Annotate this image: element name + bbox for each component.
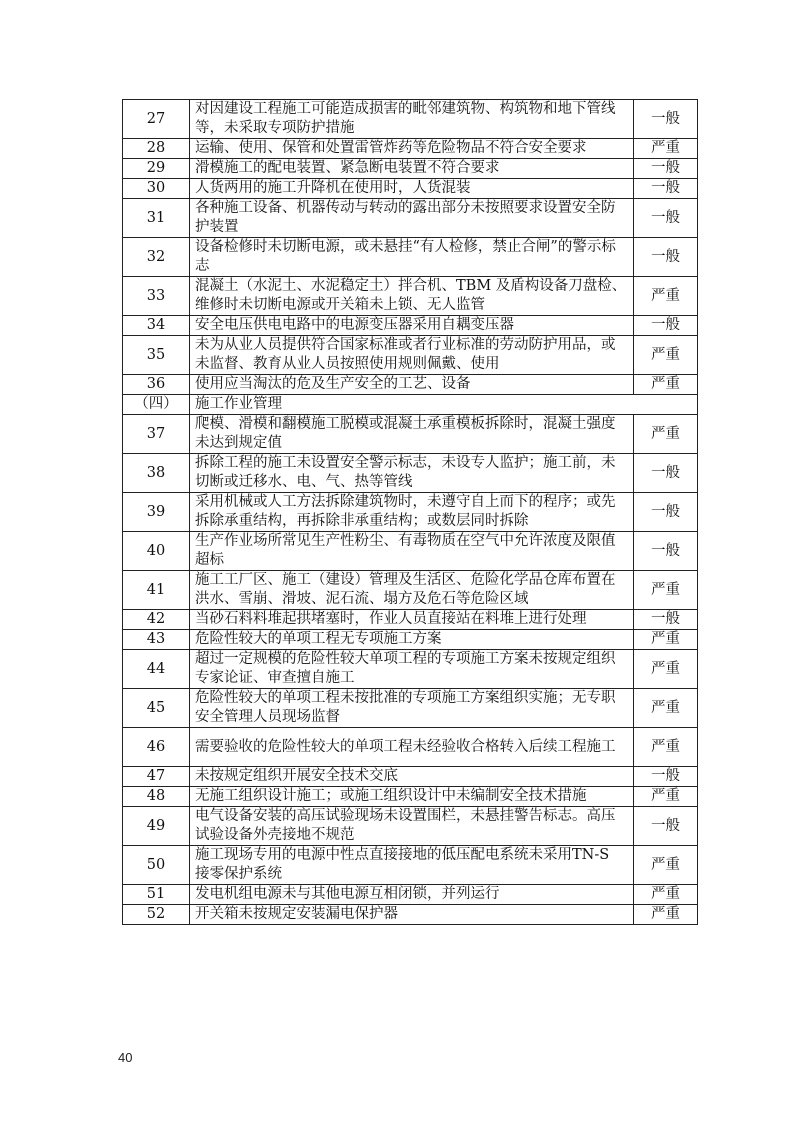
row-description: 施工现场专用的电源中性点直接接地的低压配电系统未采用TN-S 接零保护系统 [190, 846, 634, 885]
rows-before-section [123, 100, 698, 395]
row-description: 设备检修时未切断电源，或未悬挂“有人检修，禁止合闸”的警示标志 [190, 238, 634, 277]
row-description: 未按规定组织开展安全技术交底 [190, 767, 634, 787]
table-row [123, 630, 698, 650]
row-description: 危险性较大的单项工程未按批准的专项施工方案组织实施；无专职安全管理人员现场监督 [190, 689, 634, 728]
severity-level: 严重 [634, 885, 698, 905]
table-row [123, 650, 698, 689]
row-number: 44 [123, 650, 190, 689]
row-description: 各种施工设备、机器传动与转动的露出部分未按照要求设置安全防护装置 [190, 199, 634, 238]
severity-level: 严重 [634, 277, 698, 316]
row-description: 拆除工程的施工未设置安全警示标志，未设专人监护；施工前，未切断或迁移水、电、气、热等管线 [190, 454, 634, 493]
row-number: 48 [123, 787, 190, 807]
row-number: 45 [123, 689, 190, 728]
row-number: 42 [123, 610, 190, 630]
severity-level: 一般 [634, 179, 698, 199]
row-number: 41 [123, 571, 190, 610]
severity-level: 一般 [634, 610, 698, 630]
severity-level: 严重 [634, 139, 698, 159]
row-description: 生产作业场所常见生产性粉尘、有毒物质在空气中允许浓度及限值超标 [190, 532, 634, 571]
table-row [123, 238, 698, 277]
table-row [123, 375, 698, 395]
table-row [123, 316, 698, 336]
row-description: 爬模、滑模和翻模施工脱模或混凝土承重模板拆除时，混凝土强度未达到规定值 [190, 415, 634, 454]
row-number: 29 [123, 159, 190, 179]
row-description: 滑模施工的配电装置、紧急断电装置不符合要求 [190, 159, 634, 179]
severity-level: 一般 [634, 316, 698, 336]
row-number: 33 [123, 277, 190, 316]
severity-level: 一般 [634, 199, 698, 238]
table-row [123, 905, 698, 925]
table-row [123, 415, 698, 454]
table-row [123, 610, 698, 630]
table-row [123, 728, 698, 767]
severity-level: 一般 [634, 532, 698, 571]
row-number: 35 [123, 336, 190, 375]
row-number: 39 [123, 493, 190, 532]
severity-level: 一般 [634, 238, 698, 277]
row-number: 32 [123, 238, 190, 277]
table-row [123, 139, 698, 159]
row-number: 27 [123, 100, 190, 139]
table-row [123, 571, 698, 610]
table-row [123, 807, 698, 846]
table-row [123, 689, 698, 728]
table-row [123, 493, 698, 532]
page-number: 40 [118, 1050, 133, 1065]
severity-level: 一般 [634, 159, 698, 179]
table-row [123, 199, 698, 238]
row-description: 运输、使用、保管和处置雷管炸药等危险物品不符合安全要求 [190, 139, 634, 159]
table-row [123, 846, 698, 885]
severity-level: 一般 [634, 454, 698, 493]
table-row [123, 336, 698, 375]
severity-level: 严重 [634, 846, 698, 885]
row-description: 混凝土（水泥土、水泥稳定土）拌合机、TBM 及盾构设备刀盘检、维修时未切断电源或开关箱未上锁、无人监管 [190, 277, 634, 316]
row-description: 施工工厂区、施工（建设）管理及生活区、危险化学品仓库布置在洪水、雪崩、滑坡、泥石流、塌方及危石等危险区域 [190, 571, 634, 610]
row-number: 40 [123, 532, 190, 571]
section-label: （四） [123, 395, 190, 415]
row-number: 43 [123, 630, 190, 650]
severity-level: 严重 [634, 375, 698, 395]
severity-level: 一般 [634, 807, 698, 846]
severity-level: 严重 [634, 650, 698, 689]
row-description: 当砂石料料堆起拱堵塞时，作业人员直接站在料堆上进行处理 [190, 610, 634, 630]
row-description: 采用机械或人工方法拆除建筑物时，未遵守自上而下的程序；或先拆除承重结构，再拆除非承重结构；或数层同时拆除 [190, 493, 634, 532]
table-row [123, 454, 698, 493]
severity-level: 一般 [634, 493, 698, 532]
row-description: 发电机组电源未与其他电源互相闭锁，并列运行 [190, 885, 634, 905]
row-description: 安全电压供电电路中的电源变压器采用自耦变压器 [190, 316, 634, 336]
row-description: 危险性较大的单项工程无专项施工方案 [190, 630, 634, 650]
row-number: 37 [123, 415, 190, 454]
row-number: 36 [123, 375, 190, 395]
severity-level: 严重 [634, 571, 698, 610]
row-number: 51 [123, 885, 190, 905]
severity-level: 严重 [634, 630, 698, 650]
row-description: 电气设备安装的高压试验现场未设置围栏，未悬挂警告标志。高压试验设备外壳接地不规范 [190, 807, 634, 846]
row-description: 需要验收的危险性较大的单项工程未经验收合格转入后续工程施工 [190, 728, 634, 767]
row-description: 开关箱未按规定安装漏电保护器 [190, 905, 634, 925]
row-description: 人货两用的施工升降机在使用时，人货混装 [190, 179, 634, 199]
severity-level: 严重 [634, 728, 698, 767]
table-row [123, 100, 698, 139]
severity-level: 严重 [634, 336, 698, 375]
table-row [123, 179, 698, 199]
row-number: 52 [123, 905, 190, 925]
table-row [123, 787, 698, 807]
row-description: 对因建设工程施工可能造成损害的毗邻建筑物、构筑物和地下管线等，未采取专项防护措施 [190, 100, 634, 139]
severity-level: 一般 [634, 767, 698, 787]
row-number: 49 [123, 807, 190, 846]
table-row [123, 277, 698, 316]
row-description: 超过一定规模的危险性较大单项工程的专项施工方案未按规定组织专家论证、审查擅自施工 [190, 650, 634, 689]
table-row [123, 159, 698, 179]
row-number: 47 [123, 767, 190, 787]
section-heading-row [123, 395, 698, 415]
row-number: 50 [123, 846, 190, 885]
severity-level: 一般 [634, 100, 698, 139]
table-row [123, 532, 698, 571]
section-title: 施工作业管理 [190, 395, 698, 415]
row-description: 未为从业人员提供符合国家标准或者行业标准的劳动防护用品，或未监督、教育从业人员按照使用规则佩戴、使用 [190, 336, 634, 375]
row-number: 46 [123, 728, 190, 767]
severity-level: 严重 [634, 787, 698, 807]
hazard-table [122, 99, 698, 925]
table-row [123, 885, 698, 905]
row-number: 28 [123, 139, 190, 159]
row-description: 无施工组织设计施工；或施工组织设计中未编制安全技术措施 [190, 787, 634, 807]
severity-level: 严重 [634, 415, 698, 454]
row-number: 31 [123, 199, 190, 238]
severity-level: 严重 [634, 905, 698, 925]
table-row [123, 767, 698, 787]
row-number: 30 [123, 179, 190, 199]
row-number: 34 [123, 316, 190, 336]
severity-level: 严重 [634, 689, 698, 728]
rows-after-section [123, 415, 698, 925]
section-heading-group [123, 395, 698, 415]
row-description: 使用应当淘汰的危及生产安全的工艺、设备 [190, 375, 634, 395]
row-number: 38 [123, 454, 190, 493]
